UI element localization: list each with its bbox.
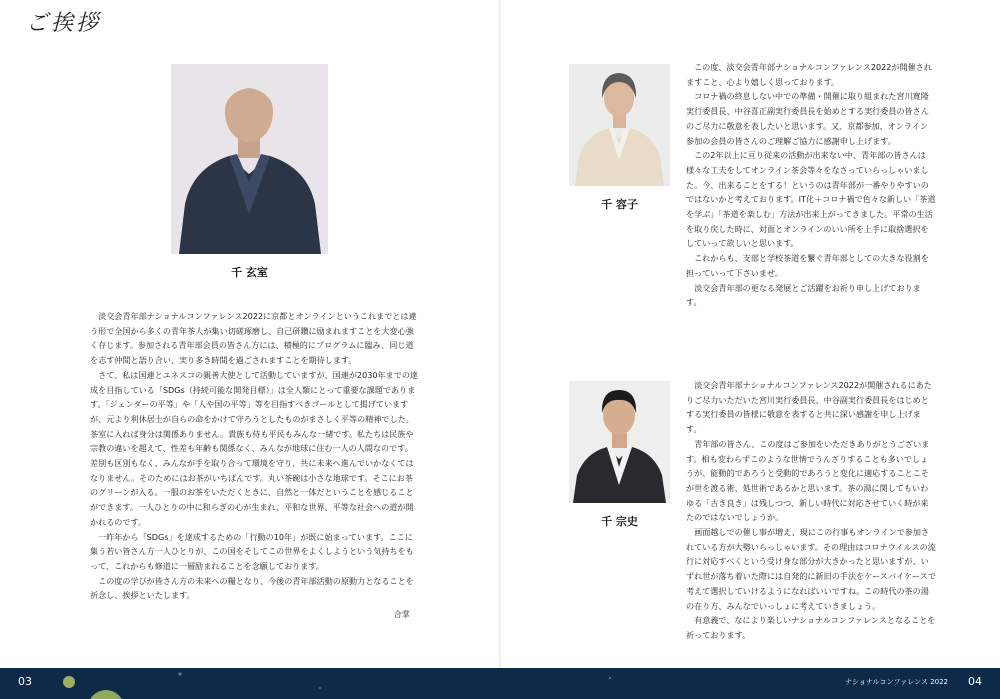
message-left: [90, 309, 418, 622]
message-right-top-paragraph: この2年以上に亘り従来の活動が出来ない中、青年部の皆さんは様々な工夫をしてオンライン茶会等々をなさっていらっしゃいました。今、出来ることをする！というのは青年部が一番やりやすいのではないかと考えております。IT化＋コロナ禍で色々な新しい「茶道を学ぶ」「茶道を楽しむ」方法が出来上がってきました。平常の生活を取り戻した時に、対面とオンラインのいい所を上手に取捨選択をしていって欲しいと思います。: [686, 150, 936, 249]
message-left-paragraph: さて、私は国連とユネスコの親善大使として活動していますが、国連が2030年までの達成を目指している「SDGs（持続可能な開発目標）」は全人類にとって重要な課題であります。「ジェンダーの平等」や「人や国の平等」等を目指すべきゴールとして掲げていますが、元より利休居士が自らの命をかけて守ろうとしたものがまさしく平等の精神でした。茶室に入れば身分は関係ありません。貴族も侍も平民もみんな一緒です。私たちは民族や宗教の違いを超えて、性差も年齢も関係なく、みんなが地球に住む一人の人間なのです。差別も区別もなく、みんなが手を取り合って環境を守り、共に未来へ進んでいかなくてはなりません。そのためにはお茶がいちばんです。丸い茶碗は小さな地球です。そこにお茶のグリーンが入る。一服のお茶をいただくときに、自然と一体だということを感じることができます。一人ひとりの中に和らぎの心が生まれ、平和な世界、平等な社会への道が開かれるのです。: [90, 369, 419, 527]
message-left-paragraph: この度の学びが皆さん方の未来への糧となり、今後の青年部活動の原動力となることを祈念し、挨拶といたします。: [90, 575, 414, 601]
page-number-right: 04: [968, 675, 982, 688]
message-left-paragraph: 一昨年から「SDGs」を達成するための「行動の10年」が既に始まっています。ここに集う若い皆さん方一人ひとりが、この国をそしてこの世界をよくしようという気持ちをもって、これからも修道に一層励まれることを念願しております。: [90, 531, 414, 571]
name-right-bottom: 千 宗史: [601, 515, 638, 528]
footer-band: [0, 668, 1000, 699]
message-right-top-paragraph: 淡交会青年部の更なる発展とご活躍をお祈り申し上げております。: [686, 282, 921, 308]
portrait-photo-right-top: [569, 64, 670, 186]
publication-title: ナショナルコンファレンス 2022: [845, 678, 948, 686]
page-heading: ご挨拶: [26, 11, 102, 36]
message-right-top: [686, 60, 936, 310]
portrait-photo-right-bottom: [569, 381, 670, 503]
message-right-bottom-paragraph: 画面越しでの催し事が増え、現にこの行事もオンラインで参加されている方が大勢いらっしゃいます。その理由はコロナウイルスの流行に対応すべくという受け身な部分が大きかったと思いますが、いずれ世が落ち着いた際には自発的に新旧の手法をケースバイケースで考えて選択していけるようになればいいですね。この時代の茶の湯の在り方、みんなでいっしょに考えていきましょう。: [686, 527, 936, 611]
message-right-top-paragraph: この度、淡交会青年部ナショナルコンファレンス2022が開催されますこと、心より嬉しく思っております。: [686, 62, 932, 87]
message-right-bottom-paragraph: 淡交会青年部ナショナルコンファレンス2022が開催されるにあたりご尽力いただいた宮川実行委員長、中谷副実行委員長をはじめとする実行委員の皆様に敬意を表すると共に深い感謝を申し上げます。: [686, 380, 932, 435]
portrait-photo-left: [171, 64, 328, 254]
name-right-top: 千 容子: [601, 198, 638, 211]
name-left: 千 玄室: [231, 266, 268, 279]
message-right-top-paragraph: これからも、支部と学校茶道を繋ぐ青年部としての大きな役割を担っていって下さいませ。: [686, 253, 929, 278]
page-spine: [499, 0, 501, 668]
closing-salutation: 合掌: [393, 609, 410, 620]
message-right-bottom: [686, 378, 936, 643]
message-right-bottom-paragraph: 有意義で、なにより楽しいナショナルコンファレンスとなることを祈っております。: [686, 615, 936, 640]
message-left-paragraph: 淡交会青年部ナショナルコンファレンス2022に京都とオンラインというこれまでとは違う形で全国から多くの青年茶人が集い切磋琢磨し、自己研鑽に励まれますことを大変心強く存じます。参加される青年部会員の皆さん方には、積極的にプログラムに臨み、同じ道を志す仲間と語り合い、実り多き時間を過ごされますことを期待します。: [90, 311, 417, 366]
message-right-bottom-paragraph: 青年部の皆さん、この度はご参加をいただきありがとうございます。相も変わらずこのような世情でうんざりすることも多いでしょうが、能動的であろうと受動的であろうと変化に適応することこそが世を渡る術、処世術であるかと思います。茶の湯に関してもいわゆる「古き良き」は残しつつ、新しい時代に対応させていく時が来たのではないでしょうか。: [686, 438, 930, 523]
message-right-top-paragraph: コロナ禍の終息しない中での準備・開催に取り組まれた宮川寛隆実行委員長、中谷喜正副実行委員長を始めとする実行委員の皆さんのご尽力に敬意を表したいと思います。又、京都参加、オンライン参加の会員の皆さんのご理解ご協力に感謝申し上げます。: [686, 91, 929, 146]
page-number-left: 03: [18, 675, 32, 688]
